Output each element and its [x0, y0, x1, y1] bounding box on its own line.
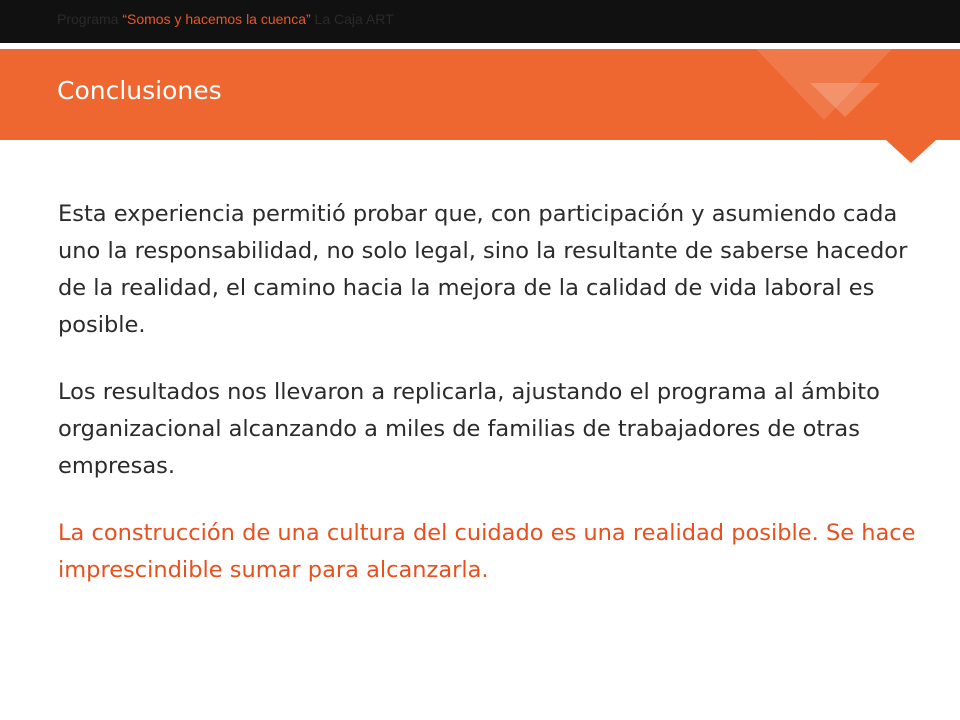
caption-suffix: La Caja ART [310, 11, 394, 27]
slide-title: Conclusiones [57, 76, 222, 105]
paragraph-experience: Esta experiencia permitió probar que, con participación y asumiendo cada uno la responsabilidad, no solo legal, sino la resultante de saberse hacedor de la realidad, el camino hacia la mejora de la calidad de vida laboral es posible. [58, 201, 908, 338]
caption-highlight: “Somos y hacemos la cuenca” [122, 11, 311, 27]
paragraph-results: Los resultados nos llevaron a replicarla, ajustando el programa al ámbito organizacional alcanzando a miles de familias de trabajadores de otras empresas. [58, 379, 880, 479]
band-notch-triangle [886, 140, 936, 163]
paragraph-highlight: La construcción de una cultura del cuidado es una realidad posible. Se hace imprescindible sumar para alcanzarla. [58, 520, 916, 583]
slide-body [58, 196, 918, 619]
caption-prefix: Programa [57, 11, 123, 27]
